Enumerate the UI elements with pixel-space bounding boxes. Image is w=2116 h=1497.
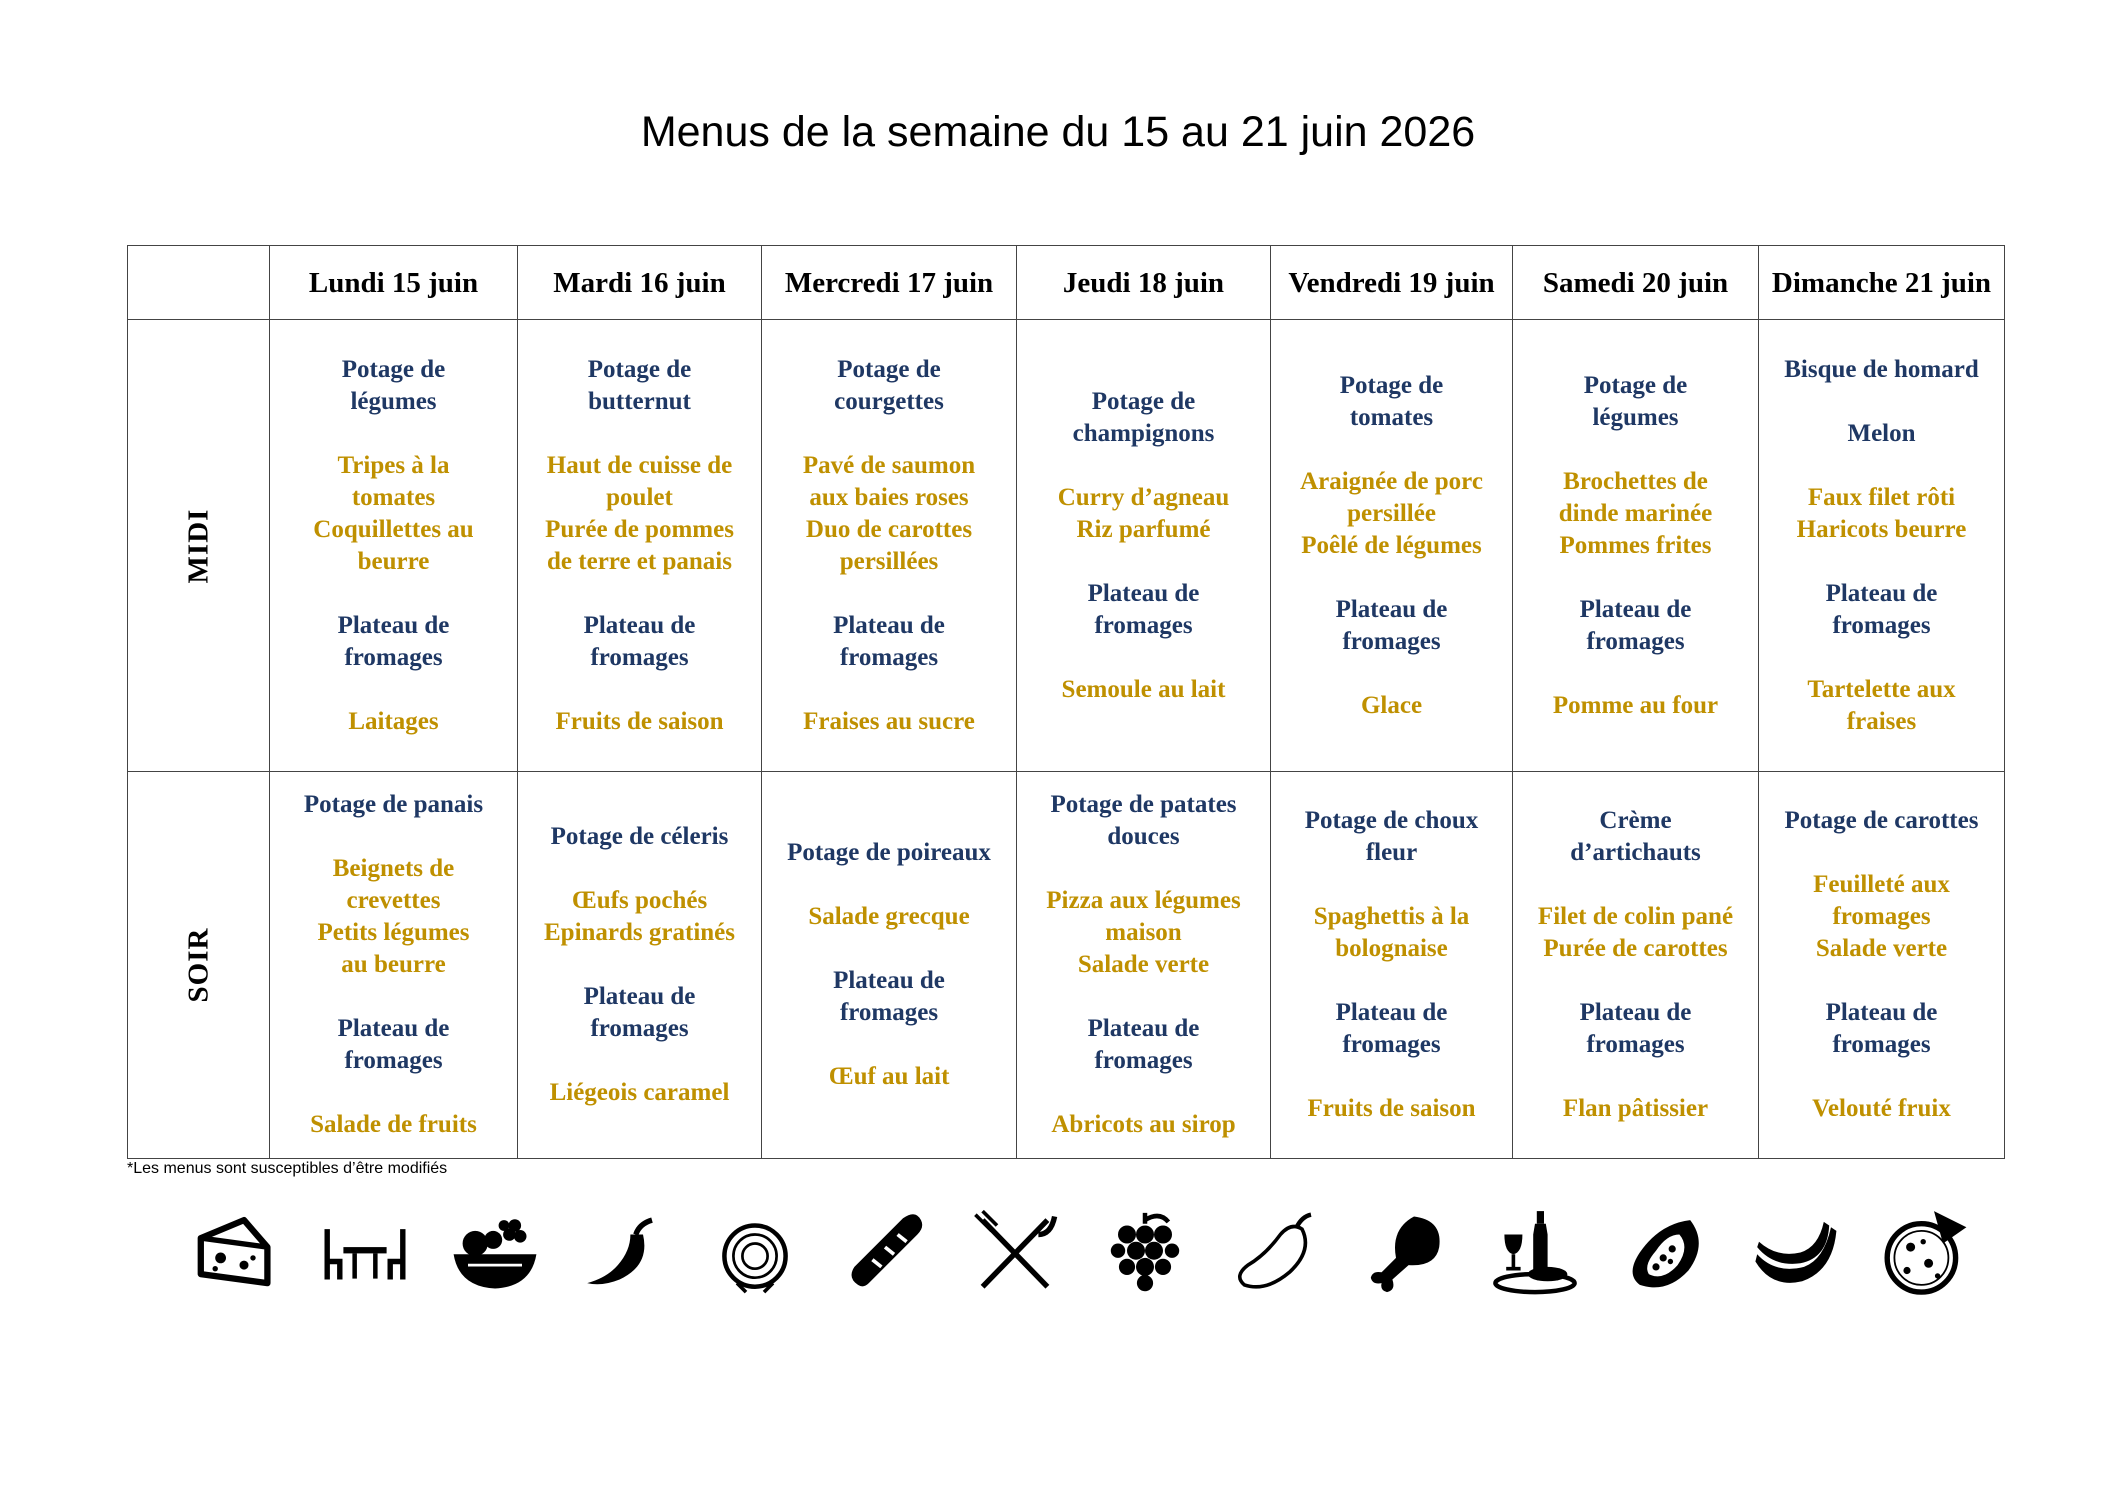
meal-label: SOIR (182, 927, 214, 1003)
dish-group (1759, 482, 2004, 546)
dish-group (1759, 418, 2004, 450)
dish-line: Poêlé de légumes (1301, 531, 1482, 559)
day-header: Samedi 20 juin (1513, 246, 1759, 320)
dish-group (762, 354, 1016, 418)
dish-line: de terre et panais (547, 547, 732, 575)
dish-group (1759, 805, 2004, 837)
dish-line: Plateau de (1335, 595, 1448, 623)
dish-line: Velouté fruix (1812, 1095, 1951, 1122)
dish-line: Tartelette aux (1807, 675, 1956, 703)
day-header: Dimanche 21 juin (1759, 246, 2005, 320)
dish-line: Liégeois caramel (549, 1079, 730, 1106)
dish-group (1017, 1109, 1270, 1141)
day-header: Jeudi 18 juin (1017, 246, 1271, 320)
corner-cell (128, 246, 270, 320)
dish-group (762, 901, 1016, 933)
dish-group (1017, 674, 1270, 706)
dish-line: fromages (1342, 627, 1441, 655)
dish-line: Coquillettes au (313, 515, 474, 543)
dish-group (518, 354, 761, 418)
dish-line: Plateau de (583, 983, 696, 1010)
dish-line: Petits légumes (317, 919, 470, 946)
dish-line: fromages (839, 643, 939, 671)
dish-group (518, 450, 761, 578)
dish-group (270, 1109, 517, 1141)
dish-group (762, 965, 1016, 1029)
dish-line: légumes (1592, 403, 1679, 431)
dish-group (518, 821, 761, 853)
dish-line: Plateau de (1087, 579, 1200, 607)
dish-line: Plateau de (583, 611, 696, 639)
dish-line: fromages (1832, 611, 1931, 639)
onion-icon (710, 1205, 800, 1300)
menu-cell (1513, 772, 1759, 1159)
dish-group (1271, 1093, 1512, 1125)
day-header: Mardi 16 juin (518, 246, 762, 320)
dish-line: champignons (1072, 419, 1215, 447)
day-header: Vendredi 19 juin (1271, 246, 1513, 320)
dish-line: Pavé de saumon (802, 451, 976, 479)
menu-cell (270, 320, 518, 772)
dish-line: Potage de (587, 355, 692, 383)
dish-line: Brochettes de (1563, 467, 1708, 495)
dining-table-icon (320, 1205, 410, 1300)
dish-line: Salade de fruits (310, 1111, 477, 1138)
meal-label-cell (128, 772, 270, 1159)
dish-line: Haut de cuisse de (546, 451, 733, 479)
menu-cell (270, 772, 518, 1159)
dish-line: Plateau de (1087, 1015, 1200, 1042)
dish-group (1759, 674, 2004, 738)
dish-group (270, 853, 517, 981)
dish-line: Plateau de (833, 967, 945, 994)
dish-line: persillée (1347, 499, 1436, 527)
dish-line: Potage de (1091, 387, 1196, 415)
dish-line: fromages (1094, 611, 1193, 639)
dish-line: Potage de céleris (550, 823, 729, 850)
dish-line: Potage de (1583, 371, 1688, 399)
dish-line: Melon (1847, 419, 1916, 447)
dish-line: fromages (1094, 1047, 1193, 1074)
dish-group (1271, 370, 1512, 434)
fruit-bowl-icon (450, 1205, 540, 1300)
dish-line: Riz parfumé (1076, 515, 1211, 543)
dish-line: Fruits de saison (555, 707, 724, 735)
dish-group (1271, 594, 1512, 658)
dish-group (518, 981, 761, 1045)
menu-cell (762, 320, 1017, 772)
dish-line: Purée de pommes (545, 515, 734, 543)
dish-group (518, 1077, 761, 1109)
menu-cell (518, 772, 762, 1159)
dish-line: fromages (1832, 903, 1931, 930)
dish-group (1017, 789, 1270, 853)
dish-group (762, 706, 1016, 738)
dish-line: Potage de patates (1050, 791, 1237, 818)
dish-line: Potage de carottes (1784, 807, 1979, 834)
dish-line: Plateau de (833, 611, 945, 639)
dish-line: persillées (839, 547, 939, 575)
menu-cell (1017, 320, 1271, 772)
dish-line: Salade verte (1815, 935, 1948, 962)
dish-group (270, 706, 517, 738)
menu-cell (1271, 320, 1513, 772)
dish-group (762, 837, 1016, 869)
dish-group (1271, 997, 1512, 1061)
dish-line: Salade grecque (808, 903, 970, 930)
dish-group (1513, 997, 1758, 1061)
dish-line: Pomme au four (1552, 691, 1719, 719)
bananas-icon (1750, 1205, 1840, 1300)
dish-line: Spaghettis à la (1313, 903, 1470, 930)
dish-group (1759, 997, 2004, 1061)
dish-line: Araignée de porc (1300, 467, 1483, 495)
dish-group (762, 450, 1016, 578)
dish-line: Plateau de (1825, 579, 1938, 607)
dish-line: Plateau de (1825, 999, 1938, 1026)
eggplant-icon (1230, 1205, 1320, 1300)
dish-group (270, 450, 517, 578)
chicken-leg-icon (1360, 1205, 1450, 1300)
dish-line: fromages (1342, 1031, 1441, 1058)
dish-group (1513, 901, 1758, 965)
dish-line: maison (1105, 919, 1182, 946)
dish-group (518, 706, 761, 738)
dish-group (1017, 482, 1270, 546)
dish-line: Curry d’agneau (1057, 483, 1230, 511)
dish-group (270, 789, 517, 821)
dish-line: Tripes à la (337, 451, 450, 479)
dish-group (1759, 354, 2004, 386)
dish-line: Epinards gratinés (543, 919, 735, 946)
dish-line: au beurre (341, 951, 446, 978)
dish-line: Plateau de (1579, 999, 1692, 1026)
dish-line: douces (1107, 823, 1180, 850)
dish-line: Plateau de (337, 611, 450, 639)
dish-line: légumes (350, 387, 437, 415)
dish-group (1017, 1013, 1270, 1077)
dish-line: Potage de choux (1304, 807, 1479, 834)
dish-line: fleur (1365, 839, 1418, 866)
menu-cell (1759, 320, 2005, 772)
fork-knife-icon (970, 1205, 1060, 1300)
menu-cell (1759, 772, 2005, 1159)
dish-group (1513, 1093, 1758, 1125)
menu-cell (1513, 320, 1759, 772)
dish-group (270, 1013, 517, 1077)
dish-line: Semoule au lait (1061, 675, 1226, 703)
dish-group (1759, 1093, 2004, 1125)
dish-line: Potage de (341, 355, 446, 383)
dish-line: Œufs pochés (571, 887, 708, 914)
dish-group (1017, 386, 1270, 450)
wine-meal-icon (1490, 1205, 1580, 1300)
weekly-menu-table (127, 245, 2005, 1159)
dish-line: Haricots beurre (1796, 515, 1967, 543)
dish-line: Potage de (1339, 371, 1444, 399)
dish-line: Beignets de (332, 855, 455, 882)
header-row (128, 246, 2005, 320)
day-header: Lundi 15 juin (270, 246, 518, 320)
dish-group (1017, 578, 1270, 642)
dish-line: Laitages (348, 707, 439, 735)
dish-line: aux baies roses (809, 483, 969, 511)
dish-line: Pizza aux légumes (1046, 887, 1241, 914)
dish-line: Plateau de (337, 1015, 450, 1042)
dish-line: Pommes frites (1559, 531, 1712, 559)
dish-group (762, 1061, 1016, 1093)
dish-line: Potage de panais (303, 791, 484, 818)
dish-line: fromages (1832, 1031, 1931, 1058)
dish-line: tomates (351, 483, 436, 511)
dish-line: d’artichauts (1570, 839, 1701, 866)
meal-label-cell (128, 320, 270, 772)
dish-line: dinde marinée (1558, 499, 1713, 527)
dish-group (1513, 690, 1758, 722)
dish-line: fromages (344, 1047, 443, 1074)
dish-line: Plateau de (1579, 595, 1692, 623)
meal-row-midi (128, 320, 2005, 772)
menu-cell (518, 320, 762, 772)
dish-group (270, 610, 517, 674)
dish-group (518, 610, 761, 674)
dish-line: Œuf au lait (828, 1063, 950, 1090)
dish-line: fromages (1586, 627, 1685, 655)
dish-line: poulet (606, 483, 673, 511)
dish-line: tomates (1349, 403, 1434, 431)
menu-cell (1017, 772, 1271, 1159)
dish-line: fraises (1846, 707, 1917, 735)
dish-line: Fraises au sucre (803, 707, 975, 735)
dish-line: Purée de carottes (1543, 935, 1728, 962)
dish-line: Flan pâtissier (1562, 1095, 1709, 1122)
dish-group (1017, 885, 1270, 981)
dish-line: Abricots au sirop (1051, 1111, 1236, 1138)
dish-line: Bisque de homard (1784, 355, 1979, 383)
dish-group (518, 885, 761, 949)
dish-group (1271, 805, 1512, 869)
dish-line: Crème (1599, 807, 1672, 834)
papaya-icon (1620, 1205, 1710, 1300)
dish-group (762, 610, 1016, 674)
dish-line: crevettes (346, 887, 441, 914)
dish-group (1271, 690, 1512, 722)
dish-group (1513, 805, 1758, 869)
dish-line: fromages (590, 1015, 689, 1042)
dish-line: Potage de (837, 355, 941, 383)
dish-line: fromages (1586, 1031, 1685, 1058)
dish-group (1271, 901, 1512, 965)
footnote: *Les menus sont susceptibles d’être modifiés (127, 1160, 448, 1177)
cheese-icon (190, 1205, 280, 1300)
grapes-icon (1100, 1205, 1190, 1300)
dish-line: Glace (1360, 691, 1423, 719)
pizza-icon (1880, 1205, 1970, 1300)
dish-line: fromages (590, 643, 689, 671)
dish-group (1271, 466, 1512, 562)
dish-line: Potage de poireaux (787, 839, 991, 866)
baguette-icon (840, 1205, 930, 1300)
dish-group (1513, 466, 1758, 562)
day-header: Mercredi 17 juin (762, 246, 1017, 320)
dish-line: Filet de colin pané (1537, 903, 1734, 930)
dish-line: Salade verte (1077, 951, 1210, 978)
menu-cell (1271, 772, 1513, 1159)
chili-pepper-icon (580, 1205, 670, 1300)
dish-line: courgettes (834, 387, 944, 415)
dish-line: fromages (839, 999, 939, 1026)
dish-line: Fruits de saison (1307, 1095, 1476, 1122)
dish-line: Faux filet rôti (1807, 483, 1956, 511)
dish-group (1759, 578, 2004, 642)
dish-group (1513, 594, 1758, 658)
dish-line: bolognaise (1335, 935, 1448, 962)
meal-label: MIDI (182, 508, 214, 583)
dish-line: fromages (344, 643, 443, 671)
dish-line: Feuilleté aux (1813, 871, 1950, 898)
dish-line: Duo de carottes (805, 515, 973, 543)
dish-line: beurre (357, 547, 430, 575)
food-icons-row (190, 1205, 1990, 1300)
menu-cell (762, 772, 1017, 1159)
dish-group (270, 354, 517, 418)
meal-row-soir (128, 772, 2005, 1159)
page-title: Menus de la semaine du 15 au 21 juin 2026 (640, 108, 1476, 156)
dish-line: butternut (588, 387, 691, 415)
dish-group (1513, 370, 1758, 434)
dish-group (1759, 869, 2004, 965)
dish-line: Plateau de (1335, 999, 1448, 1026)
